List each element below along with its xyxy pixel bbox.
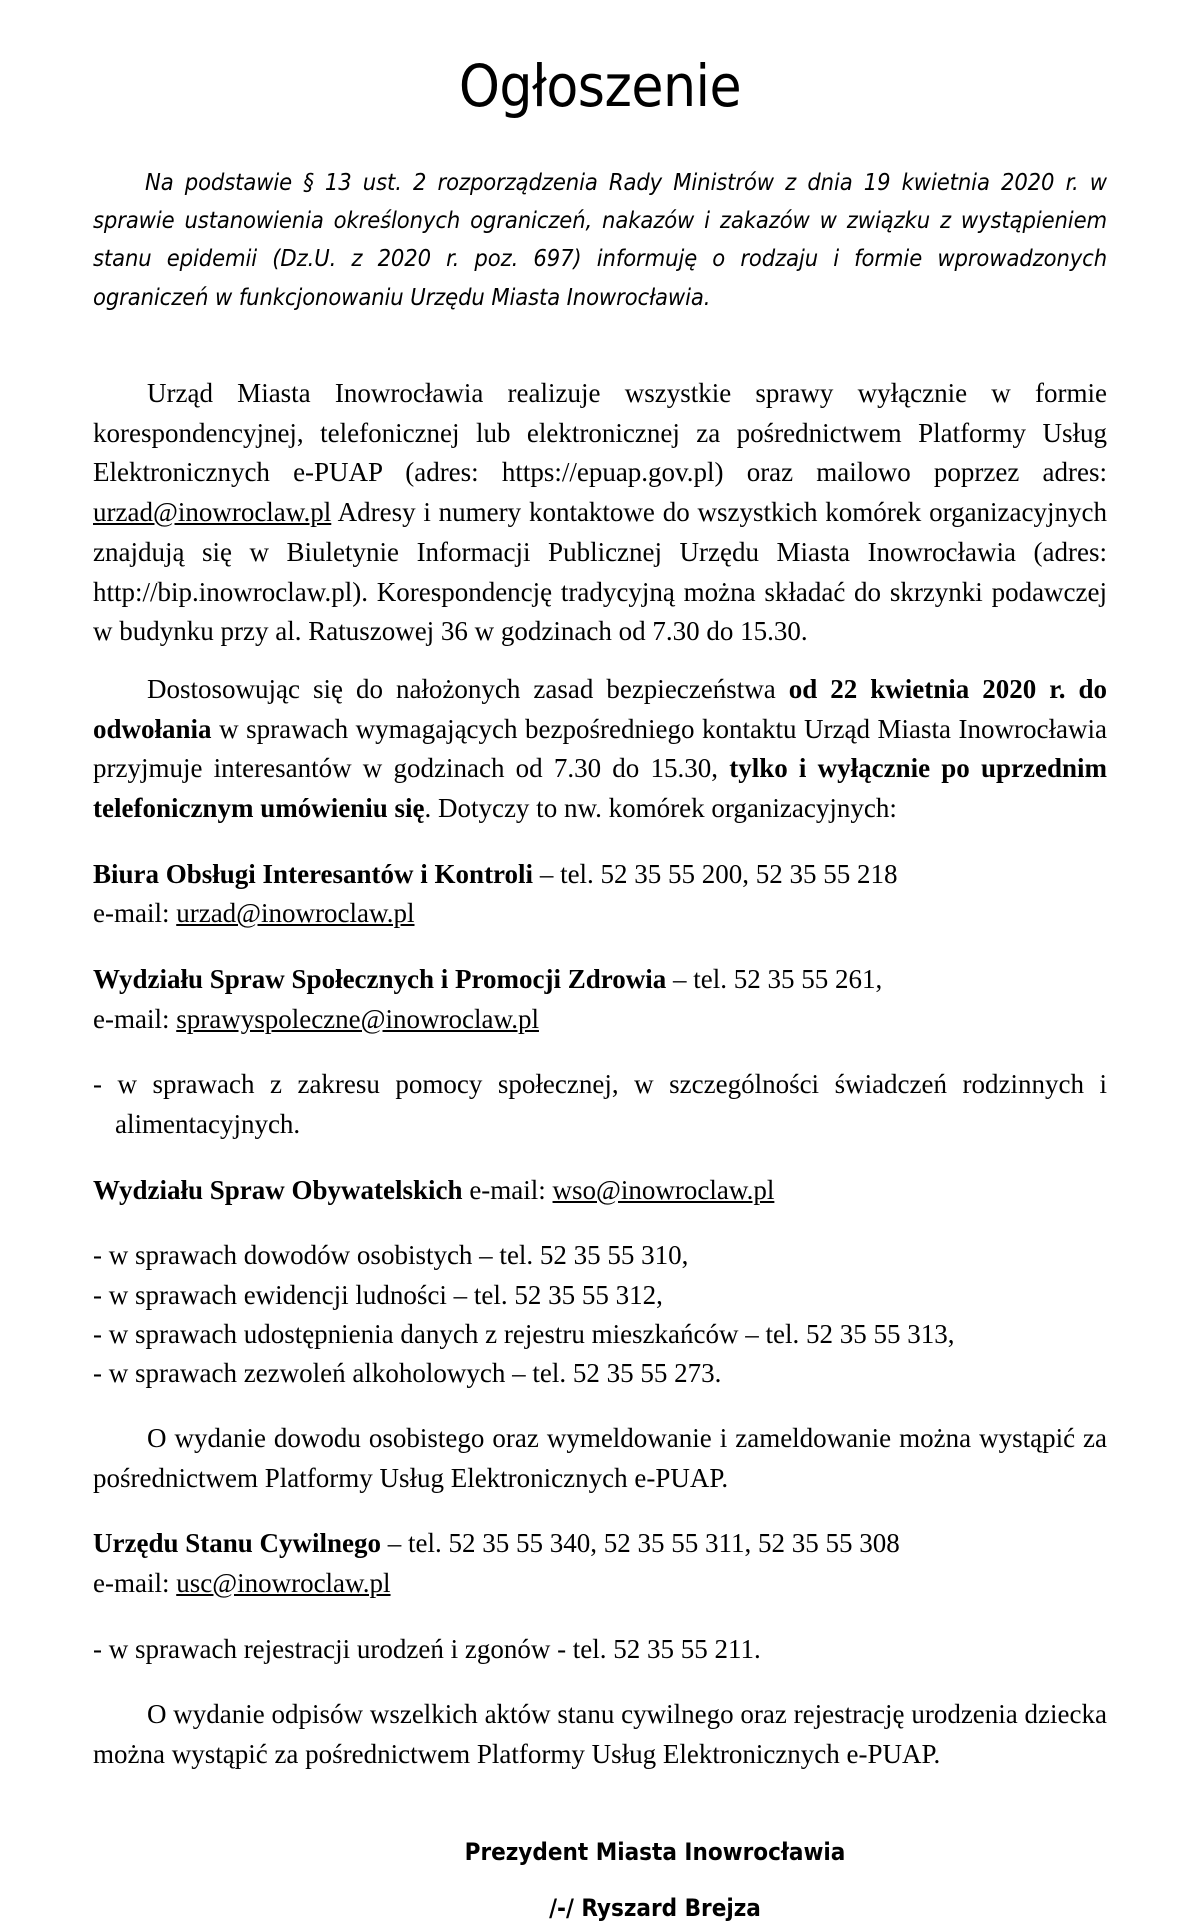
- section-usc-email-label: e-mail:: [93, 1568, 177, 1599]
- list-item: - w sprawach zezwoleń alkoholowych – tel. 52 35 55 273.: [93, 1357, 722, 1388]
- section-usc-note: O wydanie odpisów wszelkich aktów stanu cywilnego oraz rejestrację urodzenia dziecka można wystąpić za pośrednictwem Platformy Usług Elektronicznych e-PUAP.: [93, 1698, 1107, 1769]
- section-boik-email-label: e-mail:: [93, 898, 177, 929]
- section-heading-usc: [93, 1524, 1107, 1564]
- email-link-urzad[interactable]: urzad@inowroclaw.pl: [93, 497, 332, 528]
- paragraph-service-channels-text-a: Urząd Miasta Inowrocławia realizuje wszystkie sprawy wyłącznie w formie korespondencyjnej, telefonicznej lub elektronicznej za pośrednictwem Platformy Usług Elektronicznych e-PUAP (adres: https://epuap.gov.pl) oraz mailowo poprzez adres:: [93, 378, 1107, 488]
- section-wssipz-email-label: e-mail:: [93, 1003, 177, 1034]
- email-link-urzad-boik[interactable]: urzad@inowroclaw.pl: [176, 898, 415, 929]
- section-heading-wso-label: Wydziału Spraw Obywatelskich: [93, 1174, 463, 1205]
- section-heading-wssipz: [93, 960, 1107, 1000]
- section-wssipz-bullet: - w sprawach z zakresu pomocy społecznej, w szczególności świadczeń rodzinnych i alimentacyjnych.: [93, 1069, 1107, 1140]
- email-link-usc[interactable]: usc@inowroclaw.pl: [176, 1568, 391, 1599]
- list-item: - w sprawach ewidencji ludności – tel. 52 35 55 312,: [93, 1279, 663, 1310]
- section-heading-boik: [93, 855, 1107, 895]
- section-usc-email-line: [93, 1564, 1107, 1604]
- section-heading-usc-label: Urzędu Stanu Cywilnego: [93, 1528, 382, 1559]
- section-wso-bullet-list: [93, 1236, 1107, 1393]
- paragraph-appointment-bold-condition: tylko i wyłącznie po uprzednim telefonicznym umówieniu się: [93, 753, 1107, 823]
- signature-role: Prezydent Miasta Inowrocławia: [464, 1838, 846, 1867]
- section-wso-email-label: e-mail:: [462, 1174, 553, 1205]
- section-heading-boik-label: Biura Obsługi Interesantów i Kontroli: [93, 858, 534, 889]
- signature-name: /-/ Ryszard Brejza: [549, 1894, 761, 1922]
- paragraph-appointment-text-c: . Dotyczy to nw. komórek organizacyjnych:: [424, 792, 897, 823]
- paragraph-appointment-bold-period: od 22 kwietnia 2020 r. do odwołania: [93, 673, 1107, 744]
- signature-block: [93, 1838, 1107, 1922]
- section-wssipz-phones: – tel. 52 35 55 261,: [666, 964, 883, 995]
- legal-basis-intro-paragraph: Na podstawie § 13 ust. 2 rozporządzenia Rady Ministrów z dnia 19 kwietnia 2020 r. w sprawie ustanowienia określonych ograniczeń, nakazów i zakazów w związku z wystąpieniem stanu epidemii (Dz.U. z 2020 r. poz. 697) informuję o rodzaju i formie wprowadzonych ograniczeń w funkcjonowaniu Urzędu Miasta Inowrocławia.: [93, 167, 1107, 311]
- paragraph-appointment-rules: [93, 670, 1107, 829]
- page-title: Ogłoszenie: [458, 52, 742, 120]
- section-boik-phones: – tel. 52 35 55 200, 52 35 55 218: [533, 858, 898, 889]
- paragraph-service-channels-text-b: Adresy i numery kontaktowe do wszystkich komórek organizacyjnych znajdują się w Biuletynie Informacji Publicznej Urzędu Miasta Inowrocławia (adres: http://bip.inowroclaw.pl). Korespondencję tradycyjną można składać do skrzynki podawczej w budynku przy al. Ratuszowej 36 w godzinach od 7.30 do 15.30.: [93, 497, 1107, 647]
- section-heading-wssipz-label: Wydziału Spraw Społecznych i Promocji Zdrowia: [93, 964, 667, 995]
- paragraph-appointment-text-a: Dostosowując się do nałożonych zasad bezpieczeństwa: [147, 673, 789, 704]
- list-item: - w sprawach udostępnienia danych z rejestru mieszkańców – tel. 52 35 55 313,: [93, 1318, 955, 1349]
- section-heading-wso: [93, 1171, 1107, 1211]
- section-boik-email-line: [93, 894, 1107, 934]
- section-usc-bullet: - w sprawach rejestracji urodzeń i zgonów - tel. 52 35 55 211.: [93, 1633, 761, 1664]
- email-link-wso[interactable]: wso@inowroclaw.pl: [552, 1174, 775, 1205]
- section-usc-phones: – tel. 52 35 55 340, 52 35 55 311, 52 35 55 308: [381, 1528, 900, 1559]
- section-wssipz-email-line: [93, 1000, 1107, 1040]
- paragraph-appointment-text-b: w sprawach wymagających bezpośredniego kontaktu Urząd Miasta Inowrocławia przyjmuje interesantów w godzinach od 7.30 do 15.30,: [93, 713, 1107, 784]
- email-link-sprawyspoleczne[interactable]: sprawyspoleczne@inowroclaw.pl: [176, 1003, 539, 1034]
- paragraph-service-channels: [93, 374, 1107, 652]
- document-body: [93, 374, 1107, 1774]
- list-item: - w sprawach dowodów osobistych – tel. 52 35 55 310,: [93, 1240, 689, 1271]
- section-wso-note: O wydanie dowodu osobistego oraz wymeldowanie i zameldowanie można wystąpić za pośrednictwem Platformy Usług Elektronicznych e-PUAP.: [93, 1423, 1107, 1493]
